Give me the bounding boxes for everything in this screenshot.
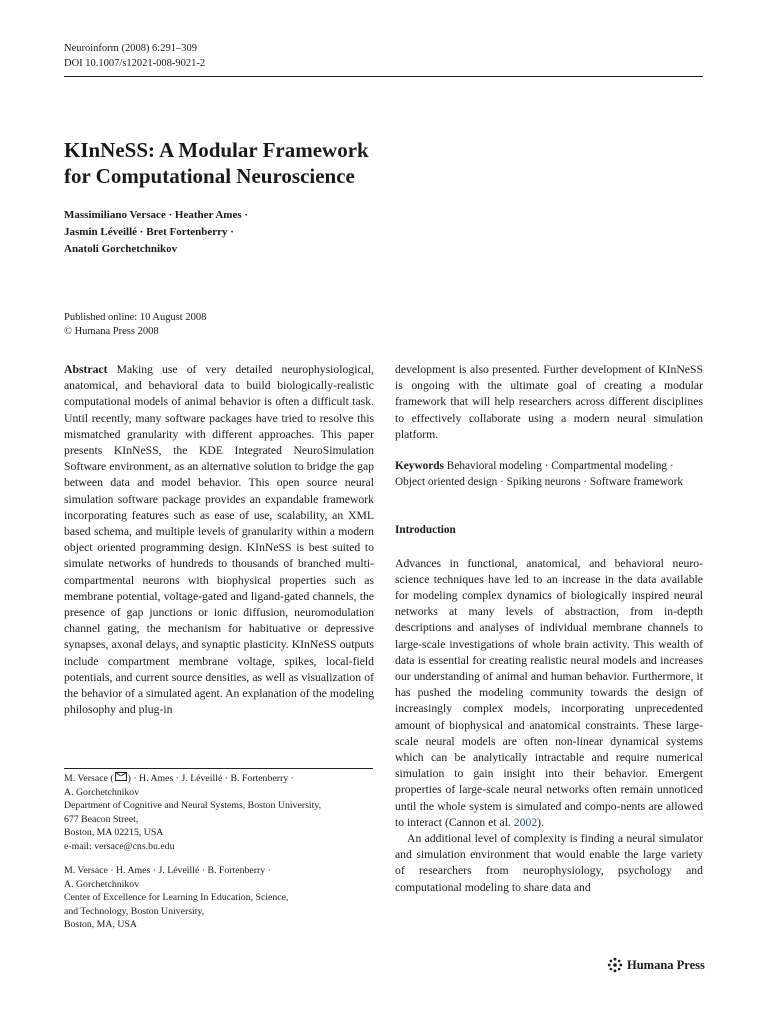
fn1-line-5: Boston, MA 02215, USA (64, 827, 164, 838)
authors-line-1: Massimiliano Versace · Heather Ames · (64, 209, 249, 221)
author-affiliation-1 (64, 772, 384, 853)
fn2-line-5: Boston, MA, USA (64, 919, 137, 930)
authors-line-2: Jasmin Léveillé · Bret Fortenberry · (64, 226, 234, 238)
abstract-continued: development is also presented. Further development of KInNeSS is ongoing with the ultimate goal of creating a modular framework that will help researchers across different disciplines to effectively collaborate using a modern neural simulation platform. (395, 363, 703, 441)
keywords-label: Keywords (395, 460, 444, 473)
right-column (395, 362, 703, 896)
fn1-names-a: M. Versace ( (64, 773, 114, 784)
fn1-names (64, 772, 384, 786)
authors-line-3: Anatoli Gorchetchnikov (64, 243, 178, 255)
publication-info (64, 311, 206, 339)
copyright-notice: © Humana Press 2008 (64, 326, 159, 337)
humana-press-flower-logo-icon (607, 957, 623, 973)
introduction-paragraph-1-end: ). (537, 815, 544, 829)
publisher-name: Humana Press (627, 957, 705, 972)
paper-title (64, 137, 369, 189)
abstract-text: Making use of very detailed neurophysiological, anatomical, and behavioral data to build biologically-realistic computational models of animal behavior is often a difficult task. Until recently, many software packages have tried to resolve this mismatched granularity with different approaches. This paper presents KInNeSS, the KDE Integrated NeuroSimulation Software environment, as an alternative solution to bridge the gap between data and model behavior. This open source neural simulation software package provides an expandable framework incorporating features such as ease of use, scalability, an XML based schema, and multiple levels of granularity within a modern object oriented programming design. KInNeSS is best suited to simulate networks of hundreds to thousands of branched multi-compartmental neurons with biophysical properties such as membrane potential, voltage-gated and ligand-gated channels, the presence of gap junctions or ionic diffusion, neuromodulation channel gating, the mechanism for habituative or depressive synapses, axonal delays, and synaptic plasticity. KInNeSS outputs include compartment membrane voltage, spikes, local-field potentials, and current source densities, as well as visualization of the behavior of a simulated agent. An explanation of the modeling philosophy and plug-in (64, 363, 374, 717)
paper-title-line-2: for Computational Neuroscience (64, 164, 355, 188)
left-column (64, 362, 374, 718)
journal-citation: Neuroinform (2008) 6:291–309 (64, 43, 197, 54)
introduction-paragraph-1 (395, 556, 703, 831)
fn2-line-2: A. Gorchetchnikov (64, 878, 140, 890)
fn1-names-b: ) · H. Ames · J. Léveillé · B. Fortenberry · (127, 773, 294, 784)
author-list (64, 207, 248, 258)
fn1-email: e-mail: versace@cns.bu.edu (64, 840, 175, 852)
introduction-heading: Introduction (395, 524, 456, 537)
abstract (64, 362, 374, 718)
keywords (395, 458, 703, 490)
introduction-paragraph-2: An additional level of complexity is finding a neural simulator and simulation environment that would enable the large variety of researchers from neurophysiology, psychology and computational modeling to share data and (395, 832, 703, 894)
fn1-line-2: A. Gorchetchnikov (64, 786, 140, 798)
header-rule (64, 76, 703, 77)
abstract-label: Abstract (64, 363, 108, 376)
keywords-text: Behavioral modeling · Compartmental modeling · Object oriented design · Spiking neurons · Software framework (395, 460, 683, 489)
envelope-icon (115, 772, 127, 781)
fn2-line-4: and Technology, Boston University, (64, 905, 205, 917)
fn2-line-1: M. Versace · H. Ames · J. Léveillé · B. Fortenberry · (64, 865, 271, 876)
journal-header (64, 41, 205, 71)
fn1-line-3: Department of Cognitive and Neural Systems, Boston University, (64, 800, 322, 811)
introduction-paragraph-1-text: Advances in functional, anatomical, and behavioral neuro-science techniques have led to an increase in the data available for modeling complex dynamics of biologically inspired neural networks at many levels of abstraction, from in-depth descriptions and analyses of individual membrane channels to large-scale investigations of whole brain activity. This wealth of data is essential for creating realistic neural models and increases our understanding of animal and human behavior. Furthermore, it has pushed the modeling community towards the design of increasingly complex models, incorporating unprecedented amount of biophysical and anatomical constraints. These large-scale neural models are often non-linear dynamical systems which can be analytically intractable and require numerical simulation to gain insight into their behavior. Emergent properties of large-scale neural networks often remain unnoticed until the whole system is simulated and compo-nents are allowed to interact (Cannon et al. (395, 556, 703, 829)
fn1-line-4: 677 Beacon Street, (64, 813, 139, 825)
fn2-line-3: Center of Excellence for Learning In Education, Science, (64, 892, 289, 903)
published-date: Published online: 10 August 2008 (64, 312, 207, 323)
citation-link[interactable]: 2002 (513, 815, 538, 829)
publisher-logo (607, 957, 705, 973)
footnote-rule (64, 768, 373, 769)
author-affiliation-2 (64, 864, 384, 932)
journal-doi: DOI 10.1007/s12021-008-9021-2 (64, 58, 206, 69)
paper-title-line-1: KInNeSS: A Modular Framework (64, 138, 369, 162)
